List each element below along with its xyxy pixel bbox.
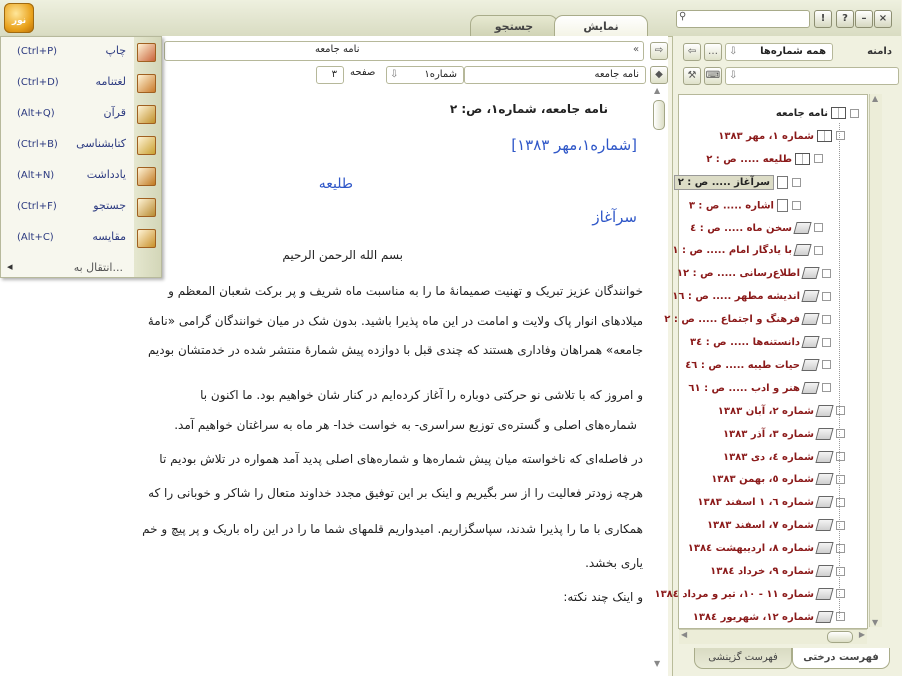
chevron-down-icon: ⇩ <box>729 70 738 81</box>
book-closed-icon <box>815 428 833 440</box>
tree-item[interactable] <box>693 611 845 623</box>
tree-item-label: اشاره ..... ص : ۳ <box>688 200 774 212</box>
expand-toggle-icon[interactable] <box>822 383 831 392</box>
search-icon: ⚲ <box>679 11 687 22</box>
tree-item-label: هنر و ادب ..... ص : ٦١ <box>688 382 800 394</box>
tree-item[interactable] <box>706 153 823 165</box>
tree-item-label: فرهنگ و اجتماع ..... ص : ۲ <box>664 314 800 326</box>
page-icon <box>777 199 788 212</box>
book-closed-icon <box>793 222 811 234</box>
book-closed-icon <box>801 336 819 348</box>
page-value: ۳ <box>331 69 337 80</box>
expand-toggle-icon[interactable] <box>836 429 845 438</box>
issue-heading: [شماره۱،مهر ۱۳۸۳] <box>511 136 637 154</box>
expand-toggle-icon[interactable] <box>850 109 859 118</box>
menu-shortcut: (Ctrl+B) <box>17 139 58 150</box>
scroll-thumb[interactable] <box>653 100 665 130</box>
help-button[interactable]: ? <box>836 10 854 28</box>
menu-item-5[interactable] <box>1 192 161 223</box>
more-options-button[interactable]: … <box>704 43 722 61</box>
page-label: صفحه <box>350 67 376 78</box>
expand-toggle-icon[interactable] <box>836 612 845 621</box>
info-button[interactable]: ! <box>814 10 832 28</box>
tree-item-label: نامه جامعه <box>775 108 828 119</box>
subsection-heading: سرآغاز <box>592 208 637 226</box>
tab-search[interactable]: جستجو <box>470 15 558 37</box>
menu-item-4[interactable] <box>1 161 161 192</box>
expand-toggle-icon[interactable] <box>822 338 831 347</box>
book-closed-icon <box>815 542 833 554</box>
logo-text: نور <box>11 16 27 26</box>
context-menu <box>0 36 162 278</box>
tree-item[interactable] <box>723 428 845 440</box>
book-closed-icon <box>801 359 819 371</box>
tree-item[interactable] <box>711 473 845 485</box>
issue-select[interactable] <box>386 66 464 84</box>
tree-item[interactable] <box>672 244 823 256</box>
tag-icon[interactable]: ◆ <box>650 66 668 84</box>
scroll-right-icon[interactable]: ▶ <box>858 630 865 639</box>
chevron-down-icon: ⇩ <box>390 69 399 80</box>
book-closed-icon <box>815 611 833 623</box>
scroll-down-icon[interactable]: ▼ <box>654 659 661 668</box>
tree-item[interactable] <box>672 290 831 302</box>
expand-toggle-icon[interactable] <box>792 201 801 210</box>
scope-select[interactable] <box>725 43 833 61</box>
tree-item[interactable] <box>688 382 831 394</box>
search-icon <box>137 198 156 217</box>
menu-item-3[interactable] <box>1 130 161 161</box>
menu-item-7[interactable] <box>1 254 161 285</box>
tree-item-label: شماره ٤، دی ۱۳۸۳ <box>722 451 814 463</box>
expand-toggle-icon[interactable] <box>836 498 845 507</box>
expand-toggle-icon[interactable] <box>814 223 823 232</box>
tree-item-label: سرآغاز ..... ص : ۲ <box>674 175 774 190</box>
book-closed-icon <box>815 565 833 577</box>
paragraph-line: و امروز که با تلاشی نو حرکتی دوباره را آغاز کرده‌ایم در کنار شان خواهیم بود. ما اکنون با <box>200 388 643 402</box>
tree-item-label: شماره ٦، ۱ اسفند ۱۳۸۳ <box>697 497 814 509</box>
note-icon <box>137 167 156 186</box>
book-closed-icon <box>801 290 819 302</box>
book-open-icon <box>817 130 832 142</box>
compare-icon <box>137 229 156 248</box>
tree-item-label: شماره ۱۲، شهریور ۱۳۸٤ <box>692 611 814 623</box>
menu-shortcut: (Alt+Q) <box>17 108 55 119</box>
scroll-up-icon[interactable]: ▲ <box>654 86 661 95</box>
tree-item[interactable] <box>690 222 823 234</box>
expand-toggle-icon[interactable] <box>836 521 845 530</box>
tree-tabs <box>672 648 901 676</box>
expand-toggle-icon[interactable] <box>836 544 845 553</box>
tree-item-label: شماره ۳، آذر ۱۳۸۳ <box>722 428 814 440</box>
tree-item[interactable] <box>723 451 845 463</box>
tree-item[interactable] <box>697 496 845 508</box>
tree-item-label: شماره ٥، بهمن ۱۳۸۳ <box>711 474 814 486</box>
chevron-double-left-icon[interactable]: « <box>632 44 640 55</box>
tree-item-label: طلیعه ..... ص : ۲ <box>706 153 792 165</box>
app-logo[interactable] <box>4 3 34 33</box>
scope-select-value: همه شماره‌ها <box>760 46 826 57</box>
menu-label: لغتنامه <box>95 75 126 88</box>
minimize-button[interactable]: – <box>855 10 873 28</box>
book-closed-icon <box>815 588 833 600</box>
panel-title: دامنه <box>867 46 892 57</box>
paragraph-line: یاری بخشد. <box>585 556 643 570</box>
menu-label: جستجو <box>93 199 126 212</box>
back-arrow-icon[interactable]: ⇦ <box>683 43 701 61</box>
paragraph-line: شماره‌های اصلی و گستره‌ی توزیع سراسری- به خواست خدا- هر ماه به سراغتان خواهیم آمد. <box>174 418 637 432</box>
expand-toggle-icon[interactable] <box>792 178 801 187</box>
tree-item-label: شماره ۱، مهر ۱۳۸۳ <box>718 130 814 142</box>
expand-toggle-icon[interactable] <box>836 475 845 484</box>
title-bar-field <box>164 41 644 61</box>
menu-label: مقایسه <box>92 230 126 243</box>
menu-item-1[interactable] <box>1 68 161 99</box>
book-open-icon <box>795 153 810 165</box>
expand-toggle-icon[interactable] <box>822 360 831 369</box>
paragraph-line: و اینک چند نکته: <box>563 590 643 604</box>
menu-label: کتابشناسی <box>76 137 126 150</box>
tree-item[interactable] <box>707 519 845 531</box>
menu-shortcut: (Ctrl+F) <box>17 201 57 212</box>
tree-filter-input[interactable] <box>725 67 899 85</box>
tree-item-label: حیات طیبه ..... ص : ٤٦ <box>685 359 800 371</box>
tree-item[interactable] <box>664 313 831 325</box>
expand-toggle-icon[interactable] <box>822 269 831 278</box>
page-icon <box>777 176 788 189</box>
tree-item[interactable] <box>718 405 845 417</box>
expand-toggle-icon[interactable] <box>822 292 831 301</box>
book-closed-icon <box>815 451 833 463</box>
book-closed-icon <box>801 267 819 279</box>
dictionary-icon <box>137 74 156 93</box>
quick-search-input[interactable] <box>676 10 810 28</box>
book-title: نامه جامعه <box>315 44 360 55</box>
page-header: نامه جامعه، شماره۱، ص: ۲ <box>449 102 608 116</box>
tree-scrollbar[interactable] <box>869 94 882 627</box>
menu-item-6[interactable] <box>1 223 161 254</box>
book-closed-icon <box>815 473 833 485</box>
tree-item[interactable] <box>710 565 845 577</box>
menu-shortcut: (Ctrl+D) <box>17 77 59 88</box>
tree-item-label: سخن ماه ..... ص : ٤ <box>690 222 792 234</box>
paragraph-line: در فاصله‌ای که ناخواسته میان پیش شماره‌ها و شماره‌های اصلی پدید آمد همواره در تلاش بودیم تا <box>159 452 643 466</box>
expand-toggle-icon[interactable] <box>836 131 845 140</box>
tree-item[interactable] <box>677 267 831 279</box>
table-of-contents-tree[interactable] <box>654 94 868 629</box>
tree-item[interactable] <box>689 199 801 212</box>
printer-icon <box>137 43 156 62</box>
tree-horizontal-scrollbar[interactable] <box>679 629 867 644</box>
book-closed-icon <box>801 382 819 394</box>
paragraph-line: میلادهای انوار پاک ولایت و امامت در این ماه پذیرا باشید. بدون شک در میان خوانندگان گرامی «نامهٔ <box>147 314 643 328</box>
tree-item[interactable] <box>688 542 845 554</box>
content-scrollbar[interactable] <box>652 86 666 668</box>
quran-icon <box>137 105 156 124</box>
menu-label: یادداشت <box>86 168 126 181</box>
paragraph-line: جامعه» همراهان وفاداری هستند که چندی قبل با دوازده پیش شمارهٔ منتشر شده در خدمتشان بودیم <box>147 343 643 357</box>
page-input[interactable] <box>316 66 344 84</box>
tree-item-label: با یادگار امام ..... ص : ۱ <box>672 245 792 257</box>
keyboard-icon[interactable]: ⌨ <box>704 67 722 85</box>
scroll-up-icon[interactable]: ▲ <box>872 94 879 103</box>
menu-shortcut: (Ctrl+P) <box>17 46 58 57</box>
tab-view[interactable]: نمایش <box>554 15 648 38</box>
tree-item-label: شماره ۷، اسفند ۱۳۸۳ <box>706 520 814 532</box>
tree-item[interactable] <box>685 359 831 371</box>
expand-toggle-icon[interactable] <box>836 567 845 576</box>
paragraph-line: همکاری با ما را پذیرا شدند، سپاسگزاریم. امیدواریم قلمهای شما ما را در این راه باریک و پر پیچ و خم <box>142 522 643 536</box>
menu-label: قرآن <box>103 106 126 119</box>
scroll-down-icon[interactable]: ▼ <box>872 618 879 627</box>
book-closed-icon <box>793 244 811 256</box>
issue-select-value: شماره۱ <box>424 69 457 80</box>
book-select-value: نامه جامعه <box>594 69 639 80</box>
section-heading: طلیعه <box>318 176 353 192</box>
menu-label: انتقال به... <box>73 261 123 274</box>
expand-toggle-icon[interactable] <box>822 315 831 324</box>
tree-item-label: دانستنه‌ها ..... ص : ۳٤ <box>690 337 800 348</box>
tree-item[interactable] <box>674 176 801 189</box>
book-closed-icon <box>815 496 833 508</box>
tree-item-label: اندیشه مطهر ..... ص : ۱٦ <box>672 291 800 303</box>
tab-selective-index[interactable]: فهرست گزینشی <box>694 648 792 669</box>
expand-toggle-icon[interactable] <box>836 589 845 598</box>
bismillah: بسم الله الرحمن الرحیم <box>282 248 403 262</box>
wrench-icon[interactable]: ⚒ <box>683 67 701 85</box>
chevron-left-icon: ◂ <box>7 260 13 273</box>
forward-button[interactable]: ⇨ <box>650 42 668 60</box>
book-open-icon <box>831 107 846 119</box>
tree-item-label: شماره ۹، خرداد ۱۳۸٤ <box>710 566 814 577</box>
tree-item[interactable] <box>654 588 845 600</box>
close-button[interactable]: × <box>874 10 892 28</box>
menu-label: چاپ <box>105 44 126 57</box>
menu-item-2[interactable] <box>1 99 161 130</box>
book-closed-icon <box>815 519 833 531</box>
tree-item[interactable] <box>776 107 859 119</box>
tree-item[interactable] <box>718 130 845 142</box>
expand-toggle-icon[interactable] <box>814 154 823 163</box>
tree-connector-line <box>839 123 840 618</box>
tab-tree-index[interactable]: فهرست درختی <box>792 648 890 669</box>
book-select[interactable] <box>464 66 646 84</box>
tree-item[interactable] <box>690 336 831 348</box>
bibliography-icon <box>137 136 156 155</box>
paragraph-line: خوانندگان عزیز تبریک و تهنیت صمیمانهٔ ما را به مناسبت ماه شریف و پر برکت شعبان المعظم و <box>168 284 643 298</box>
book-closed-icon <box>801 313 819 325</box>
tree-item-label: شماره ۱۱ - ۱۰، تیر و مرداد ۱۳۸٤ <box>654 588 814 600</box>
tree-item-label: شماره ۲، آبان ۱۳۸۳ <box>717 405 814 417</box>
menu-shortcut: (Alt+C) <box>17 232 54 243</box>
expand-toggle-icon[interactable] <box>836 452 845 461</box>
menu-shortcut: (Alt+N) <box>17 170 55 181</box>
scroll-thumb[interactable] <box>827 631 853 643</box>
expand-toggle-icon[interactable] <box>814 246 823 255</box>
navigation-bar <box>164 64 644 84</box>
chevron-down-icon: ⇩ <box>729 46 738 57</box>
menu-item-0[interactable] <box>1 37 161 68</box>
expand-toggle-icon[interactable] <box>836 406 845 415</box>
scroll-left-icon[interactable]: ◀ <box>681 630 688 639</box>
book-closed-icon <box>815 405 833 417</box>
paragraph-line: هرچه زودتر فعالیت را از سر بگیریم و اینک بر این توفیق مجدد خداوند متعال را شاکر و خوبانی را که <box>148 486 643 500</box>
tree-item-label: اطلاع‌رسانی ..... ص : ۱۲ <box>676 268 800 280</box>
tree-item-label: شماره ۸، اردیبهشت ۱۳۸٤ <box>687 543 814 555</box>
